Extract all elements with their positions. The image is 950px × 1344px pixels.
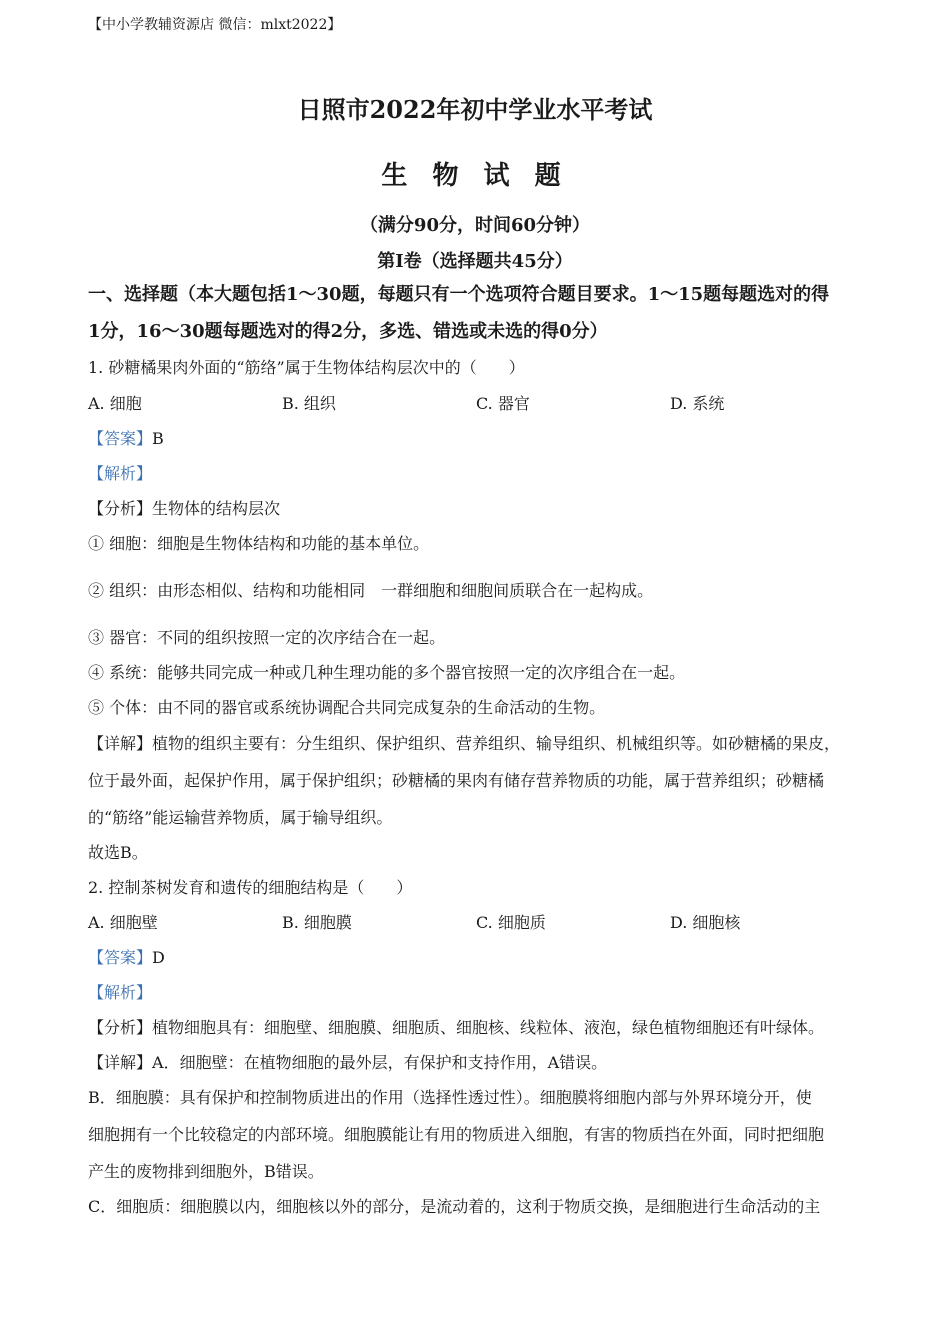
q2-detail-a [88,1053,607,1073]
q2-stem: 2. 控制茶树发育和遗传的细胞结构是（ ） [88,878,413,897]
answer-tag: 【答案】 [88,948,153,967]
q2-option-d: D. 细胞核 [670,913,741,932]
q1-detail-line1 [88,734,840,754]
q1-answer [88,429,164,449]
answer-tag: 【答案】 [88,429,153,448]
answer-value: B [152,429,164,448]
q1-detail-line2: 位于最外面，起保护作用，属于保护组织；砂糖橘的果肉有储存营养物质的功能，属于营养组织；砂糖橘 [88,771,825,790]
q1-point-2: ② 组织：由形态相似、结构和功能相同 一群细胞和细胞间质联合在一起构成。 [88,581,654,600]
detail-tag: 【详解】 [88,734,153,753]
section-heading-line2: 1分，16～30题每题选对的得2分，多选、错选或未选的得0分） [88,321,608,342]
answer-value: D [152,948,165,967]
score-note: （满分90分，时间60分钟） [359,215,591,236]
q2-detail-b-line3: 产生的废物排到细胞外，B错误。 [88,1162,324,1181]
fenxi-text: 植物细胞具有：细胞壁、细胞膜、细胞质、细胞核、线粒体、液泡，绿色植物细胞还有叶绿体。 [152,1018,825,1037]
q1-option-b: B. 组织 [282,394,336,413]
q1-fenxi [88,499,280,519]
detail-text: 植物的组织主要有：分生组织、保护组织、营养组织、输导组织、机械组织等。如砂糖橘的果皮， [152,734,841,753]
exam-subtitle: 生 物 试 题 [381,161,569,191]
q2-analysis-tag: 【解析】 [88,983,153,1002]
source-header: 【中小学教辅资源店 微信：mlxt2022】 [88,17,342,33]
q1-option-a: A. 细胞 [88,394,142,413]
q1-option-d: D. 系统 [670,394,725,413]
q1-point-1: ① 细胞：细胞是生物体结构和功能的基本单位。 [88,534,430,553]
q1-point-4: ④ 系统：能够共同完成一种或几种生理功能的多个器官按照一定的次序组合在一起。 [88,663,686,682]
q2-option-a: A. 细胞壁 [88,913,158,932]
volume-title: 第Ⅰ卷（选择题共45分） [377,251,573,272]
detail-text: A．细胞壁：在植物细胞的最外层，有保护和支持作用，A错误。 [152,1053,608,1072]
q1-point-3: ③ 器官：不同的组织按照一定的次序结合在一起。 [88,628,446,647]
q1-conclusion: 故选B。 [88,843,148,862]
fenxi-tag: 【分析】 [88,499,153,518]
fenxi-text: 生物体的结构层次 [152,499,281,518]
fenxi-tag: 【分析】 [88,1018,153,1037]
q1-option-c: C. 器官 [476,394,530,413]
q2-fenxi [88,1018,824,1038]
q1-point-5: ⑤ 个体：由不同的器官或系统协调配合共同完成复杂的生命活动的生物。 [88,698,606,717]
q2-detail-c-line1: C．细胞质：细胞膜以内，细胞核以外的部分，是流动着的，这利于物质交换，是细胞进行生命活动的主 [88,1197,821,1216]
q1-stem: 1. 砂糖橘果肉外面的“筋络”属于生物体结构层次中的（ ） [88,358,525,377]
q2-option-b: B. 细胞膜 [282,913,352,932]
q2-option-c: C. 细胞质 [476,913,546,932]
detail-tag: 【详解】 [88,1053,153,1072]
q2-answer [88,948,165,968]
q1-detail-line3: 的“筋络”能运输营养物质，属于输导组织。 [88,808,393,827]
q1-analysis-tag: 【解析】 [88,464,153,483]
exam-title: 日照市2022年初中学业水平考试 [297,95,653,124]
q2-detail-b-line1: B．细胞膜：具有保护和控制物质进出的作用（选择性透过性）。细胞膜将细胞内部与外界环境分开，使 [88,1088,812,1107]
section-heading-line1: 一、选择题（本大题包括1～30题，每题只有一个选项符合题目要求。1～15题每题选对的得 [88,284,830,305]
q2-detail-b-line2: 细胞拥有一个比较稳定的内部环境。细胞膜能让有用的物质进入细胞，有害的物质挡在外面，同时把细胞 [88,1125,825,1144]
